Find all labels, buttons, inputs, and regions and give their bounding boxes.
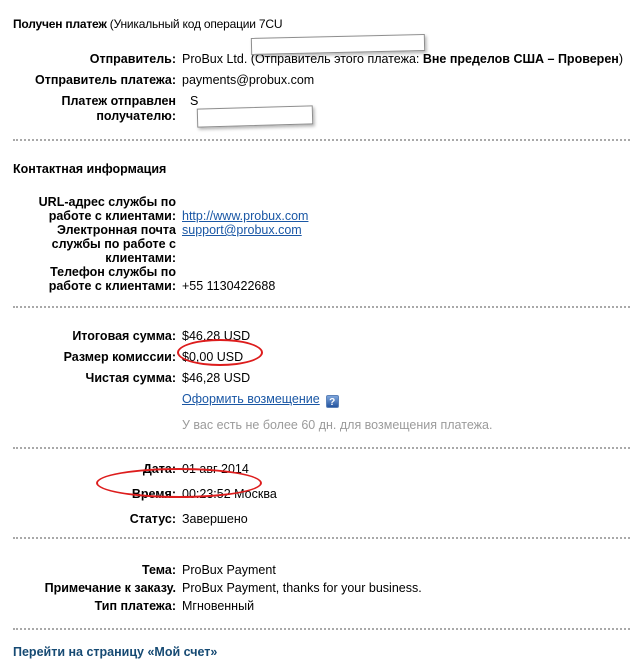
subject-value: ProBux Payment: [182, 563, 276, 577]
order-section: [0, 563, 643, 614]
customer-service-email-value: [182, 223, 643, 265]
section-divider: [13, 306, 630, 308]
phone-label-line1: Телефон службы по: [50, 265, 176, 279]
status-label: Статус:: [129, 512, 176, 526]
fee-amount-label: Размер комиссии:: [63, 350, 176, 364]
date-label: Дата:: [142, 462, 176, 476]
sender-label: Отправитель:: [89, 52, 176, 66]
customer-service-email-label: [0, 223, 176, 265]
date-row: [0, 462, 643, 477]
sender-verified-status: Вне пределов США – Проверен: [422, 52, 619, 66]
section-divider: [13, 628, 630, 630]
payment-sender-email: payments@probux.com: [182, 73, 315, 87]
url-label-line2: работе с клиентами:: [48, 209, 176, 223]
issue-refund-link[interactable]: Оформить возмещение: [182, 392, 320, 406]
contact-info-section: [0, 195, 643, 293]
fee-amount-row: [0, 350, 643, 365]
recipient-name-fragment: S: [190, 94, 199, 108]
phone-label-line2: работе с клиентами:: [48, 279, 176, 293]
recipient-label: [0, 94, 176, 124]
time-row: [0, 487, 643, 502]
customer-service-phone-row: [0, 265, 643, 293]
recipient-label-line1: Платеж отправлен: [61, 94, 176, 108]
url-label-line1: URL-адрес службы по: [38, 195, 176, 209]
sender-name: ProBux Ltd. (Отправитель этого платежа:: [182, 52, 423, 66]
total-amount-row: [0, 329, 643, 344]
subject-row: [0, 563, 643, 578]
recipient-label-line2: получателю:: [96, 109, 176, 123]
subject-label: Тема:: [142, 563, 176, 577]
status-value: Завершено: [182, 512, 248, 526]
refund-value-cell: [182, 392, 643, 408]
section-divider: [13, 537, 630, 539]
recipient-row: [0, 94, 643, 124]
refund-row-spacer: [0, 392, 176, 408]
amounts-section: [0, 329, 643, 433]
customer-service-phone-label: [0, 265, 176, 293]
net-amount-value: $46,28 USD: [182, 371, 251, 385]
customer-service-phone-value: +55 1130422688: [182, 279, 276, 293]
status-row: [0, 512, 643, 527]
refund-deadline-note: У вас есть не более 60 дн. для возмещения платежа.: [182, 418, 493, 432]
help-icon[interactable]: ?: [326, 395, 339, 408]
email-label-line3: клиентами:: [105, 251, 176, 265]
payment-info-section: [0, 52, 643, 124]
fee-amount-value: $0,00 USD: [182, 350, 244, 364]
payment-sender-row: [0, 73, 643, 88]
sender-row: [0, 52, 643, 67]
title-transaction-code: (Уникальный код операции 7CU: [106, 17, 283, 31]
payment-receipt-page: [0, 17, 643, 659]
email-label-line2: службы по работе с: [51, 237, 176, 251]
sender-value-suffix: ): [618, 52, 623, 66]
customer-service-url-value: [182, 209, 643, 223]
page-title: [13, 17, 643, 32]
payment-type-label: Тип платежа:: [94, 599, 176, 613]
payment-type-value: Мгновенный: [182, 599, 255, 613]
customer-service-url-row: [0, 195, 643, 223]
datetime-section: [0, 462, 643, 527]
redaction-box-recipient: [197, 105, 313, 127]
footer-link-clipped[interactable]: Перейти на страницу «Мой счет»: [13, 645, 218, 659]
order-note-label: Примечание к заказу.: [44, 581, 176, 595]
order-note-value: ProBux Payment, thanks for your business.: [182, 581, 422, 595]
title-status-text: Получен платеж: [13, 17, 107, 31]
payment-sender-label: Отправитель платежа:: [34, 73, 176, 87]
customer-service-email-link[interactable]: support@probux.com: [182, 223, 302, 237]
section-divider: [13, 447, 630, 449]
customer-service-url-link[interactable]: http://www.probux.com: [182, 209, 309, 223]
total-amount-label: Итоговая сумма:: [72, 329, 176, 343]
net-amount-label: Чистая сумма:: [85, 371, 176, 385]
payment-type-row: [0, 599, 643, 614]
time-value: 00:23:52 Москва: [182, 487, 277, 501]
total-amount-value: $46,28 USD: [182, 329, 251, 343]
email-label-line1: Электронная почта: [57, 223, 176, 237]
contact-section-heading: Контактная информация: [13, 162, 167, 176]
date-value: 01 авг 2014: [182, 462, 249, 476]
time-label: Время:: [131, 487, 176, 501]
refund-note-spacer: [0, 418, 176, 433]
order-note-row: [0, 581, 643, 596]
refund-row: [0, 392, 643, 408]
customer-service-url-label: [0, 195, 176, 223]
customer-service-email-row: [0, 223, 643, 265]
net-amount-row: [0, 371, 643, 386]
refund-note-row: [0, 418, 643, 433]
section-divider: [13, 139, 630, 141]
